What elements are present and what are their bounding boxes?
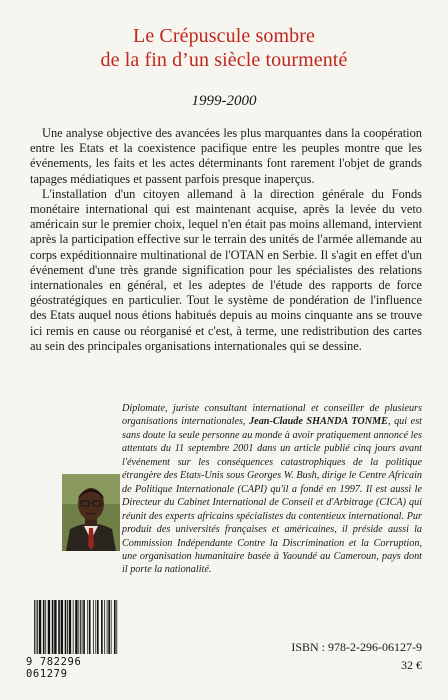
summary-paragraph-1: Une analyse objective des avancées les plus marquantes dans la coopération entre les Etats et la coexistence pacifique entre les peuples montre que les événements, les faits et les actes déterminants font rarement l'objet de grands tapages médiatiques et passent parfois presque inaperçus. bbox=[30, 126, 422, 186]
barcode-bar bbox=[52, 600, 54, 654]
barcode-bar bbox=[82, 600, 83, 654]
isbn-label: ISBN : 978-2-296-06127-9 bbox=[291, 640, 422, 654]
barcode-bar bbox=[97, 600, 99, 654]
author-name: Jean-Claude SHANDA TONME bbox=[249, 416, 388, 428]
barcode-bar bbox=[78, 600, 79, 654]
barcode-bar bbox=[34, 600, 35, 654]
barcode-bar bbox=[67, 600, 68, 654]
book-title-line-1: Le Crépuscule sombre bbox=[133, 25, 315, 47]
barcode-bar bbox=[104, 600, 105, 654]
book-title-line-2: de la fin d’un siècle tourmenté bbox=[100, 49, 348, 71]
barcode-number: 9 782296 061279 bbox=[26, 656, 82, 680]
book-subtitle-years: 1999-2000 bbox=[191, 93, 257, 109]
barcode-bar bbox=[73, 600, 74, 654]
barcode-bar bbox=[69, 600, 71, 654]
bio-intro: Diplomate, juriste consultant international et conseiller de plusieurs organisations internationales, bbox=[122, 403, 422, 428]
author-photo bbox=[62, 474, 120, 551]
barcode-bar bbox=[39, 600, 41, 654]
barcode-bar bbox=[107, 600, 108, 654]
barcode-bar bbox=[48, 600, 50, 654]
barcode-bar bbox=[80, 600, 81, 654]
barcode-bar bbox=[95, 600, 96, 654]
barcode-bar bbox=[54, 600, 56, 654]
barcode-bar bbox=[37, 600, 38, 654]
barcode-bar bbox=[101, 600, 103, 654]
barcode-bar bbox=[75, 600, 77, 654]
barcode-bar bbox=[93, 600, 94, 654]
price-label: 32 € bbox=[401, 658, 422, 672]
barcode-bar bbox=[61, 600, 63, 654]
barcode-bar bbox=[36, 600, 37, 654]
barcode-bar bbox=[65, 600, 67, 654]
barcode-bar bbox=[116, 600, 117, 654]
author-portrait-image bbox=[62, 474, 120, 551]
author-biography bbox=[122, 402, 422, 577]
barcode-bar bbox=[87, 600, 88, 654]
barcode-bar bbox=[45, 600, 46, 654]
barcode-bar bbox=[89, 600, 91, 654]
barcode-bar bbox=[83, 600, 85, 654]
isbn-barcode bbox=[34, 600, 118, 654]
barcode-bar bbox=[43, 600, 45, 654]
summary-paragraph-2: L'installation d'un citoyen allemand à la direction générale du Fonds monétaire international qui est maintenant acquise, après la levée du veto américain sur le premier choix, lequel n'en était pas moins allemand, intervient après la participation effective sur le terrain des unités de l'armée allemande au corps expéditionnaire multinational de l'OTAN en Serbie. Il s'agit en effet d'un événement d'une très grande signification pour les spécialistes des relations internationales en général, et les adeptes de l'étude des rapports de force géostratégiques en particulier. Tout le système de pondération de l'influence des Etats auquel nous étions habitués depuis au moins cinquante ans se trouve ici remis en cause ou réorganisé et c'est, à terme, une redistribution des cartes au sein des principales organisations internationales qui se dessine. bbox=[30, 186, 422, 353]
summary-text bbox=[30, 126, 422, 354]
bio-details: , qui est sans doute la seule personne au monde à avoir pratiquement annoncé les attentats du 11 septembre 2001 dans un article publié cinq jours avant l'événement sur les conséquences catastrophiques de la politique étrangère des Etats-Unis sous Georges W. Bush, dirige le Centre Africain de Politique Internationale (CAPI) qu'il a fondé en 1997. Il est aussi le Directeur du Cabinet International de Conseil et d'Arbitrage (CICA) qui réunit des experts africains spécialistes du contentieux international. Pur produit des universités françaises et américaines, il préside aussi la Commission Indépendante Contre la Discrimination et la Corruption, une organisation humanitaire basée à Yaoundé au Cameroun, pays dont il porte la nationalité. bbox=[122, 416, 422, 576]
barcode-bar bbox=[111, 600, 112, 654]
barcode-bar bbox=[114, 600, 116, 654]
barcode-bar bbox=[108, 600, 110, 654]
barcode-bar bbox=[58, 600, 60, 654]
